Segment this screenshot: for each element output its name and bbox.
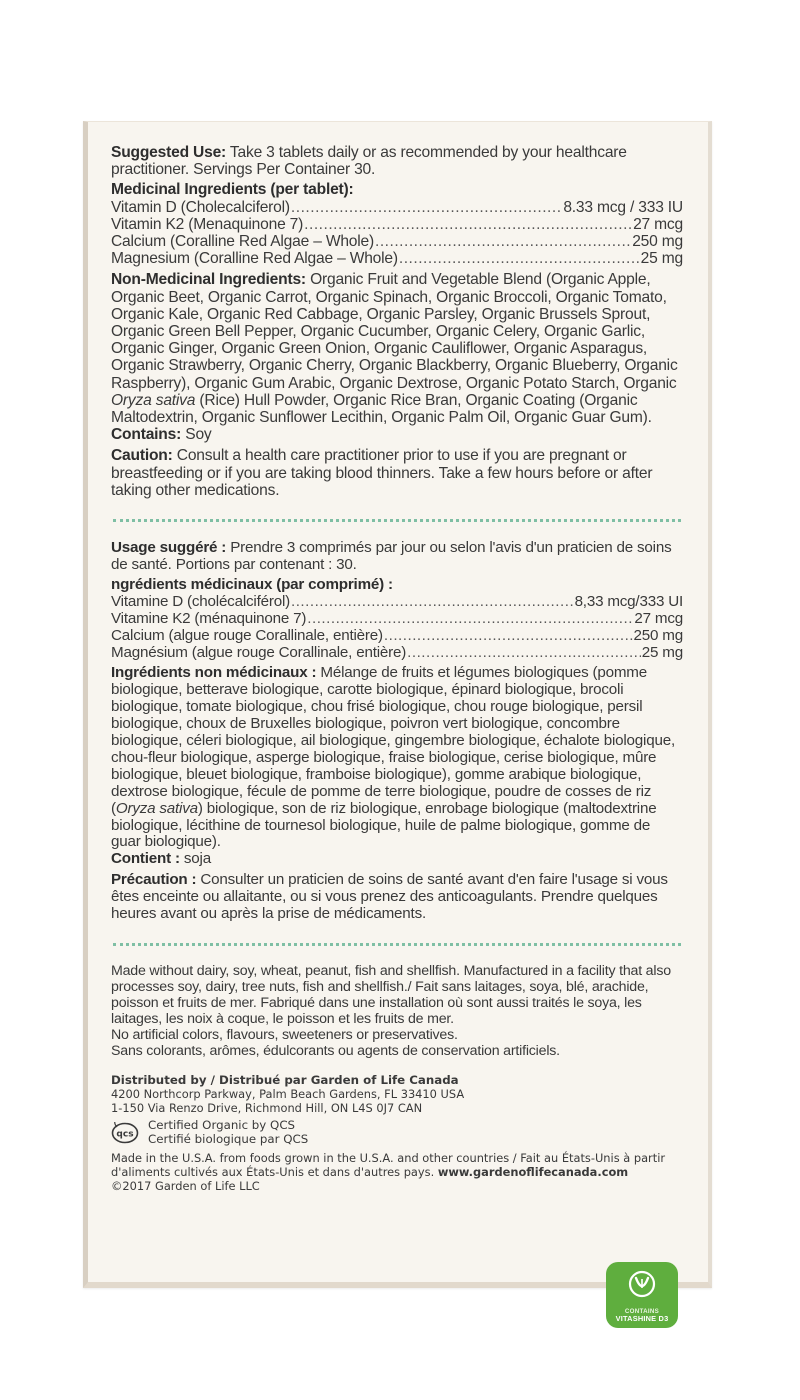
non-medicinal-label-en: Non-Medicinal Ingredients: xyxy=(111,271,306,289)
oryza-sativa-fr: Oryza sativa xyxy=(115,799,198,817)
non-medicinal-text-fr-2: ) biologique, son de riz biologique, enrobage biologique (maltodextrine biologique, lécithine de tournesol biologique, huile de palme biologique, gomme de guar biologique). xyxy=(111,799,657,851)
ingredient-value: 25 mg xyxy=(640,250,683,268)
qcs-logo-icon xyxy=(111,1122,139,1144)
suggested-use-en xyxy=(111,144,683,178)
non-medicinal-label-fr: Ingrédients non médicinaux : xyxy=(111,664,317,682)
contains-label-fr: Contient : xyxy=(111,850,180,868)
ingredient-name: Vitamine D (cholécalciférol) xyxy=(111,592,290,610)
ingredient-value: 8,33 mcg/333 UI xyxy=(574,592,683,610)
distributor-address-2: 1-150 Via Renzo Drive, Richmond Hill, ON L4S 0J7 CAN xyxy=(111,1101,423,1116)
medicinal-title-fr: ngrédients médicinaux (par comprimé) : xyxy=(111,575,393,593)
leaf-sun-icon xyxy=(628,1270,656,1303)
caution-en xyxy=(111,447,683,499)
section-divider xyxy=(113,943,681,946)
medicinal-row-en xyxy=(111,250,683,267)
leader-dots xyxy=(407,645,641,662)
label-panel xyxy=(83,121,712,1323)
ingredient-name: Vitamine K2 (ménaquinone 7) xyxy=(111,609,307,627)
made-in xyxy=(111,1151,683,1179)
ingredient-value: 27 mcg xyxy=(633,215,683,233)
non-medicinal-fr xyxy=(111,665,683,851)
ingredient-value: 250 mg xyxy=(633,626,683,644)
ingredient-name: Magnesium (Coralline Red Algae – Whole) xyxy=(111,250,398,268)
ingredient-name: Vitamin K2 (Menaquinone 7) xyxy=(111,215,304,233)
medicinal-row-fr xyxy=(111,594,683,611)
vitashine-badge xyxy=(606,1262,678,1328)
suggested-use-label-en: Suggested Use: xyxy=(111,144,227,161)
allergen-section xyxy=(111,964,683,1059)
caution-text-en: Consult a health care practitioner prior to use if you are pregnant or breastfeeding or if you are taking blood thinners. Take a few hours before or after taking other medications. xyxy=(111,447,653,499)
caution-fr xyxy=(111,872,683,923)
distributor-section xyxy=(111,1073,683,1193)
badge-line2: VITASHINE D3 xyxy=(615,1314,669,1323)
leader-dots xyxy=(291,594,574,611)
leader-dots xyxy=(291,199,562,216)
caution-text-fr: Consulter un praticien de soins de santé avant d'en faire l'usage si vous êtes enceinte ou allaitante, ou si vous prenez des anticoagulants. Prendre quelques heures avant ou après la prise de médicaments. xyxy=(111,871,668,923)
certified-fr: Certifié biologique par QCS xyxy=(148,1131,309,1146)
label-content xyxy=(111,144,683,1193)
non-medicinal-en xyxy=(111,271,683,443)
contains-fr xyxy=(111,851,683,868)
ingredient-name: Calcium (algue rouge Corallinale, entière) xyxy=(111,626,383,644)
distributor-address-1: 4200 Northcorp Parkway, Palm Beach Gardens, FL 33410 USA xyxy=(111,1087,465,1102)
medicinal-row-fr xyxy=(111,645,683,662)
suggested-use-text-en: Take 3 tablets daily or as recommended by your healthcare practitioner. Servings Per Container 30. xyxy=(111,144,627,179)
no-artificial-fr: Sans colorants, arômes, édulcorants ou agents de conservation artificiels. xyxy=(111,1042,560,1059)
oryza-sativa-en: Oryza sativa xyxy=(111,391,196,409)
qcs-text xyxy=(148,1119,308,1146)
leader-dots xyxy=(307,611,633,628)
medicinal-title-en: Medicinal Ingredients (per tablet): xyxy=(111,181,354,199)
certified-en: Certified Organic by QCS xyxy=(148,1118,296,1133)
contains-text-en: Soy xyxy=(181,426,212,444)
non-medicinal-text-en-1: Organic Fruit and Vegetable Blend (Organic Apple, Organic Beet, Organic Carrot, Organic Spinach, Organic Broccoli, Organic Tomato, Organic Kale, Organic Red Cabbage, Organic Parsley, Organic Brussels Sprout, Organic Green Bell Pepper, Organic Cucumber, Organic Celery, Organic Garlic, Organic Ginger, Organic Green Onion, Organic Cauliflower, Organic Asparagus, Organic Strawberry, Organic Cherry, Organic Blackberry, Organic Blueberry, Organic Raspberry), Organic Gum Arabic, Organic Dextrose, Organic Potato Starch, Organic xyxy=(111,271,678,392)
leader-dots xyxy=(375,233,631,250)
qcs-certification xyxy=(111,1119,683,1146)
medicinal-row-en xyxy=(111,216,683,233)
distributor-title: Distributed by / Distribué par Garden of Life Canada xyxy=(111,1073,459,1088)
contains-text-fr: soja xyxy=(179,850,211,868)
badge-line1: CONTAINS xyxy=(624,1308,660,1315)
ingredient-value: 25 mg xyxy=(641,643,683,661)
no-artificial-en: No artificial colors, flavours, sweeteners or preservatives. xyxy=(111,1026,458,1043)
suggested-use-fr xyxy=(111,540,683,574)
suggested-use-text-fr: Prendre 3 comprimés par jour ou selon l'avis d'un praticien de soins de santé. Portions par contenant : 30. xyxy=(111,539,672,573)
medicinal-list-fr xyxy=(111,594,683,662)
caution-label-fr: Précaution : xyxy=(111,871,197,889)
medicinal-list-en xyxy=(111,199,683,268)
non-medicinal-text-fr-1: Mélange de fruits et légumes biologiques (pomme biologique, betterave biologique, carotte biologique, épinard biologique, brocoli biologique, tomate biologique, chou frisé biologique, chou rouge biologique, persil biologique, choux de Bruxelles biologique, poivron vert biologique, concombre biologique, céleri biologique, ail biologique, gingembre biologique, échalote biologique, chou-fleur biologique, asperge biologique, fraise biologique, cerise biologique, mûre biologique, bleuet biologique, framboise biologique), gomme arabique biologique, dextrose biologique, fécule de pomme de terre biologique, poudre de cosses de riz ( xyxy=(111,664,675,817)
non-medicinal-text-en-2: (Rice) Hull Powder, Organic Rice Bran, Organic Coating (Organic Maltodextrin, Organic Sunflower Lecithin, Organic Palm Oil, Organic Guar Gum). xyxy=(111,391,652,427)
leader-dots xyxy=(384,628,633,645)
qcs-logo-text: qcs xyxy=(116,1129,134,1140)
french-section xyxy=(111,540,683,923)
ingredient-value: 8.33 mcg / 333 IU xyxy=(563,198,683,216)
leader-dots xyxy=(399,250,640,267)
section-divider xyxy=(113,519,681,522)
ingredient-value: 250 mg xyxy=(632,233,683,251)
allergen-text: Made without dairy, soy, wheat, peanut, fish and shellfish. Manufactured in a facility that also processes soy, dairy, tree nuts, fish and shellfish./ Fait sans laitages, soya, blé, arachide, poisson et fruits de mer. Fabriqué dans une installation où sont aussi traités le soya, les laitages, les noix à coque, le poisson et les fruits de mer. xyxy=(111,963,671,1027)
ingredient-value: 27 mcg xyxy=(634,609,683,627)
suggested-use-label-fr: Usage suggéré : xyxy=(111,539,227,557)
ingredient-name: Magnésium (algue rouge Corallinale, entière) xyxy=(111,643,407,661)
medicinal-row-fr xyxy=(111,628,683,645)
medicinal-row-en xyxy=(111,199,683,216)
english-section xyxy=(111,144,683,499)
contains-label-en: Contains: xyxy=(111,426,182,444)
copyright: ©2017 Garden of Life LLC xyxy=(111,1179,260,1194)
medicinal-row-en xyxy=(111,233,683,250)
made-in-text: Made in the U.S.A. from foods grown in the U.S.A. and other countries / Fait au États-Unis à partir d'aliments cultivés aux États-Unis et dans d'autres pays. xyxy=(111,1151,666,1180)
caution-label-en: Caution: xyxy=(111,447,173,465)
ingredient-name: Vitamin D (Cholecalciferol) xyxy=(111,198,290,216)
leader-dots xyxy=(304,216,632,233)
website-link[interactable]: www.gardenoflifecanada.com xyxy=(437,1165,629,1180)
medicinal-row-fr xyxy=(111,611,683,628)
ingredient-name: Calcium (Coralline Red Algae – Whole) xyxy=(111,233,375,251)
